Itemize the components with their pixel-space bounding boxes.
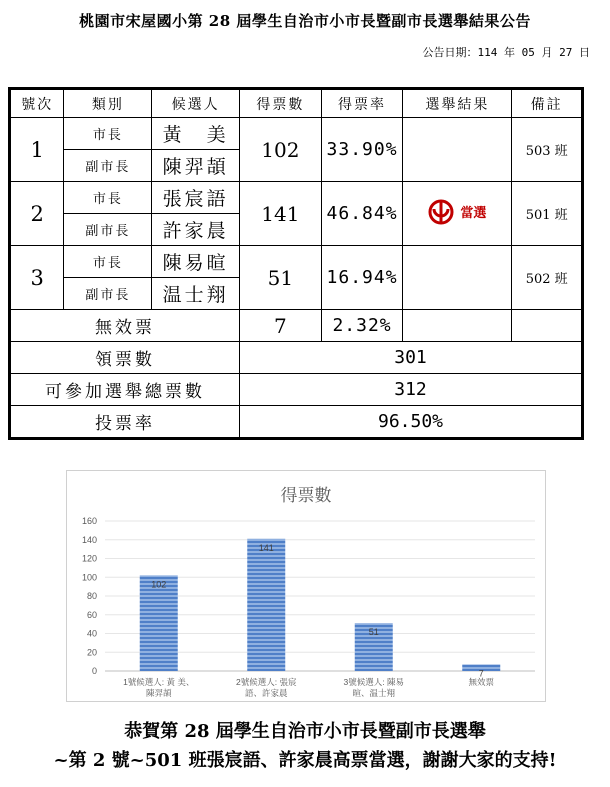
invalid-votes-row [10, 310, 583, 342]
ballots-received-row [10, 342, 583, 374]
header-cell: 選舉結果 [403, 89, 512, 118]
vote-stamp-icon [428, 199, 454, 225]
class-note: 501 班 [512, 182, 583, 246]
candidate-number: 1 [10, 118, 64, 182]
announcement-title: 桃園市宋屋國小第 28 屆學生自治市小市長暨副市長選舉結果公告 [79, 12, 531, 30]
empty-cell [512, 310, 583, 342]
x-category-label: 1號候選人: 黃 美、 [123, 677, 195, 687]
candidate-number: 3 [10, 246, 64, 310]
header-cell: 類別 [64, 89, 152, 118]
turnout-value: 96.50% [240, 406, 583, 439]
ballots-received-value: 301 [240, 342, 583, 374]
congratulations-line-1: 恭賀第 28 屆學生自治市小市長暨副市長選舉 [124, 721, 486, 742]
x-category-label: 暄、温士翔 [352, 688, 396, 698]
bar-data-label: 7 [478, 668, 484, 679]
bar [140, 575, 178, 671]
election-result-table [8, 87, 584, 440]
election-result-cell [403, 182, 512, 246]
candidate-number: 2 [10, 182, 64, 246]
x-category-label: 2號候選人: 張宸 [236, 677, 297, 687]
x-category-label: 語、許家晨 [244, 688, 288, 698]
elected-label: 當選 [460, 206, 487, 221]
role-cell: 副市長 [64, 214, 152, 246]
vote-count-chart [66, 470, 546, 702]
invalid-votes-label: 無效票 [10, 310, 240, 342]
eligible-total-label: 可參加選舉總票數 [10, 374, 240, 406]
role-cell: 市長 [64, 118, 152, 150]
bar-data-label: 51 [368, 627, 379, 638]
vote-count: 102 [240, 118, 322, 182]
y-tick-label: 60 [86, 609, 97, 620]
bar-data-label: 141 [258, 542, 274, 553]
table-row [10, 182, 583, 214]
role-cell: 副市長 [64, 278, 152, 310]
bar-data-label: 102 [151, 579, 167, 590]
header-cell: 得票數 [240, 89, 322, 118]
header-cell: 備註 [512, 89, 583, 118]
turnout-label: 投票率 [10, 406, 240, 439]
table-row [10, 246, 583, 278]
eligible-total-row [10, 374, 583, 406]
deputy-name: 温士翔 [152, 278, 240, 310]
election-result-cell [403, 118, 512, 182]
deputy-name: 陳羿頡 [152, 150, 240, 182]
vote-rate: 33.90% [321, 118, 403, 182]
x-category-label: 無效票 [468, 677, 495, 687]
chart-title: 得票數 [280, 486, 332, 505]
x-category-label: 陳羿頡 [145, 688, 172, 698]
invalid-votes-rate: 2.32% [321, 310, 403, 342]
mayor-name: 黃 美 [152, 118, 240, 150]
ballots-received-label: 領票數 [10, 342, 240, 374]
y-tick-label: 20 [86, 647, 97, 658]
y-tick-label: 40 [86, 628, 97, 639]
mayor-name: 陳易暄 [152, 246, 240, 278]
chart-canvas [67, 471, 545, 701]
y-tick-label: 0 [91, 666, 97, 676]
deputy-name: 許家晨 [152, 214, 240, 246]
bar [247, 539, 285, 671]
vote-count: 51 [240, 246, 322, 310]
y-tick-label: 100 [81, 572, 97, 583]
x-category-label: 3號候選人: 陳易 [343, 677, 404, 687]
role-cell: 市長 [64, 182, 152, 214]
header-cell: 得票率 [321, 89, 403, 118]
table-row [10, 118, 583, 150]
invalid-votes-count: 7 [240, 310, 322, 342]
vote-count: 141 [240, 182, 322, 246]
eligible-total-value: 312 [240, 374, 583, 406]
y-tick-label: 120 [81, 553, 97, 564]
mayor-name: 張宸語 [152, 182, 240, 214]
congratulations-line-2: ~第 2 號~501 班張宸語、許家晨高票當選，謝謝大家的支持! [53, 750, 557, 771]
class-note: 502 班 [512, 246, 583, 310]
y-tick-label: 80 [86, 591, 97, 601]
empty-cell [403, 310, 512, 342]
table-header-row [10, 89, 583, 118]
header-cell: 號次 [10, 89, 64, 118]
y-tick-label: 160 [81, 516, 97, 526]
y-tick-label: 140 [81, 534, 97, 545]
role-cell: 副市長 [64, 150, 152, 182]
vote-rate: 46.84% [321, 182, 403, 246]
role-cell: 市長 [64, 246, 152, 278]
header-cell: 候選人 [152, 89, 240, 118]
elected-stamp [428, 199, 486, 225]
vote-rate: 16.94% [321, 246, 403, 310]
turnout-row [10, 406, 583, 439]
election-result-cell [403, 246, 512, 310]
announcement-date: 公告日期：114 年 05 月 27 日 [422, 46, 590, 59]
class-note: 503 班 [512, 118, 583, 182]
